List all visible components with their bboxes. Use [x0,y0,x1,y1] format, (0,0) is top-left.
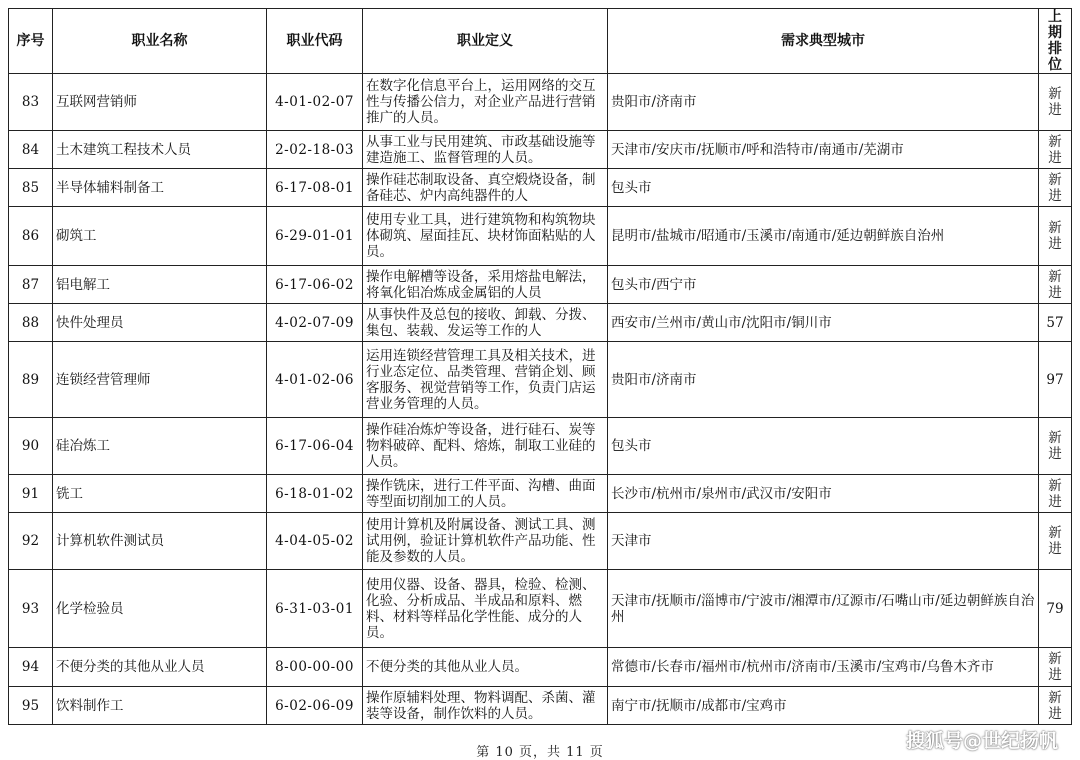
cell-code: 4-02-07-09 [267,304,363,342]
cell-code: 4-04-05-02 [267,513,363,570]
cell-code: 6-18-01-02 [267,475,363,513]
cell-serial: 90 [9,418,53,475]
table-row [9,687,1072,725]
cell-definition: 操作原辅料处理、物料调配、杀菌、灌装等设备，制作饮料的人员。 [363,687,608,725]
cell-code: 4-01-02-07 [267,74,363,131]
header-serial: 序号 [9,9,53,74]
table-header-row [9,9,1072,74]
cell-name: 半导体辅料制备工 [53,169,267,207]
cell-serial: 94 [9,648,53,687]
cell-serial: 87 [9,266,53,304]
table-row [9,131,1072,169]
cell-code: 2-02-18-03 [267,131,363,169]
cell-definition: 操作铣床，进行工件平面、沟槽、曲面等型面切削加工的人员。 [363,475,608,513]
cell-rank: 新进 [1039,687,1072,725]
cell-code: 6-02-06-09 [267,687,363,725]
cell-rank: 57 [1039,304,1072,342]
cell-definition: 从事快件及总包的接收、卸载、分拨、集包、装载、发运等工作的人 [363,304,608,342]
header-occupation-code: 职业代码 [267,9,363,74]
cell-definition: 从事工业与民用建筑、市政基础设施等建造施工、监督管理的人员。 [363,131,608,169]
header-previous-rank: 上期排位 [1039,9,1072,74]
header-occupation-name: 职业名称 [53,9,267,74]
cell-cities: 天津市 [608,513,1039,570]
cell-name: 连锁经营管理师 [53,342,267,418]
cell-definition: 使用计算机及附属设备、测试工具、测试用例，验证计算机软件产品功能、性能及参数的人员。 [363,513,608,570]
cell-name: 互联网营销师 [53,74,267,131]
cell-cities: 南宁市/抚顺市/成都市/宝鸡市 [608,687,1039,725]
cell-name: 砌筑工 [53,207,267,266]
cell-serial: 93 [9,570,53,648]
cell-rank: 新进 [1039,131,1072,169]
table-row [9,342,1072,418]
cell-definition: 使用仪器、设备、器具，检验、检测、化验、分析成品、半成品和原料、燃料、材料等样品化学性能、成分的人员。 [363,570,608,648]
cell-cities: 包头市 [608,169,1039,207]
cell-name: 铝电解工 [53,266,267,304]
table-row [9,304,1072,342]
table-row [9,207,1072,266]
occupation-table [8,8,1072,725]
cell-serial: 92 [9,513,53,570]
table-row [9,648,1072,687]
cell-name: 硅冶炼工 [53,418,267,475]
cell-definition: 在数字化信息平台上，运用网络的交互性与传播公信力，对企业产品进行营销推广的人员。 [363,74,608,131]
cell-rank: 新进 [1039,418,1072,475]
cell-rank: 79 [1039,570,1072,648]
cell-definition: 操作硅芯制取设备、真空煅烧设备，制备硅芯、炉内高纯器件的人 [363,169,608,207]
cell-code: 6-17-08-01 [267,169,363,207]
cell-rank: 新进 [1039,648,1072,687]
cell-definition: 操作硅冶炼炉等设备，进行硅石、炭等物料破碎、配料、熔炼，制取工业硅的人员。 [363,418,608,475]
cell-rank: 新进 [1039,169,1072,207]
cell-code: 6-17-06-04 [267,418,363,475]
cell-definition: 使用专业工具，进行建筑物和构筑物块体砌筑、屋面挂瓦、块材饰面粘贴的人员。 [363,207,608,266]
cell-name: 饮料制作工 [53,687,267,725]
cell-cities: 常德市/长春市/福州市/杭州市/济南市/玉溪市/宝鸡市/乌鲁木齐市 [608,648,1039,687]
table-row [9,570,1072,648]
table-row [9,418,1072,475]
cell-code: 6-17-06-02 [267,266,363,304]
cell-code: 8-00-00-00 [267,648,363,687]
cell-cities: 包头市/西宁市 [608,266,1039,304]
header-occupation-definition: 职业定义 [363,9,608,74]
cell-rank: 97 [1039,342,1072,418]
cell-cities: 天津市/安庆市/抚顺市/呼和浩特市/南通市/芜湖市 [608,131,1039,169]
cell-cities: 贵阳市/济南市 [608,342,1039,418]
cell-name: 快件处理员 [53,304,267,342]
cell-rank: 新进 [1039,207,1072,266]
cell-cities: 西安市/兰州市/黄山市/沈阳市/铜川市 [608,304,1039,342]
header-typical-cities: 需求典型城市 [608,9,1039,74]
cell-definition: 不便分类的其他从业人员。 [363,648,608,687]
table-row [9,74,1072,131]
cell-cities: 包头市 [608,418,1039,475]
cell-rank: 新进 [1039,475,1072,513]
cell-definition: 操作电解槽等设备，采用熔盐电解法，将氧化铝冶炼成金属铝的人员 [363,266,608,304]
page-number-footer: 第 10 页，共 11 页 [476,745,604,760]
cell-name: 计算机软件测试员 [53,513,267,570]
cell-name: 化学检验员 [53,570,267,648]
cell-serial: 89 [9,342,53,418]
cell-definition: 运用连锁经营管理工具及相关技术，进行业态定位、品类管理、营销企划、顾客服务、视觉营销等工作，负责门店运营业务管理的人员。 [363,342,608,418]
cell-rank: 新进 [1039,74,1072,131]
table-row [9,266,1072,304]
cell-cities: 天津市/抚顺市/淄博市/宁波市/湘潭市/辽源市/石嘴山市/延边朝鲜族自治州 [608,570,1039,648]
cell-code: 6-31-03-01 [267,570,363,648]
table-row [9,475,1072,513]
cell-serial: 88 [9,304,53,342]
cell-code: 6-29-01-01 [267,207,363,266]
cell-name: 不便分类的其他从业人员 [53,648,267,687]
cell-serial: 86 [9,207,53,266]
cell-cities: 长沙市/杭州市/泉州市/武汉市/安阳市 [608,475,1039,513]
cell-serial: 84 [9,131,53,169]
table-row [9,169,1072,207]
cell-rank: 新进 [1039,266,1072,304]
cell-serial: 91 [9,475,53,513]
cell-code: 4-01-02-06 [267,342,363,418]
cell-name: 铣工 [53,475,267,513]
cell-name: 土木建筑工程技术人员 [53,131,267,169]
watermark-text: 搜狐号@世纪扬帆 [905,730,1058,752]
cell-serial: 83 [9,74,53,131]
table-row [9,513,1072,570]
cell-cities: 昆明市/盐城市/昭通市/玉溪市/南通市/延边朝鲜族自治州 [608,207,1039,266]
cell-cities: 贵阳市/济南市 [608,74,1039,131]
cell-serial: 85 [9,169,53,207]
cell-serial: 95 [9,687,53,725]
cell-rank: 新进 [1039,513,1072,570]
